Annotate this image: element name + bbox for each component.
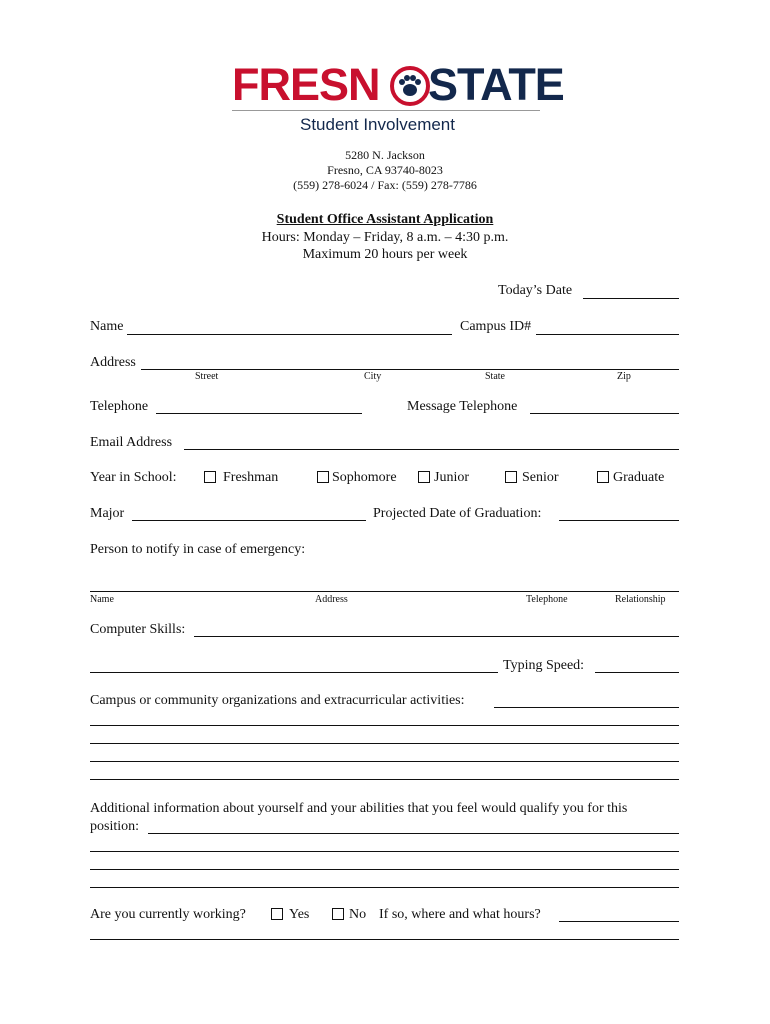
emergency-telephone-caption: Telephone	[526, 594, 568, 605]
organizations-label: Campus or community organizations and extracurricular activities:	[90, 693, 465, 708]
senior-label: Senior	[522, 470, 559, 485]
computer-skills-field[interactable]	[194, 636, 679, 637]
computer-skills-label: Computer Skills:	[90, 622, 186, 637]
address-city-caption: City	[364, 371, 382, 382]
name-field[interactable]	[127, 334, 452, 335]
message-telephone-field[interactable]	[530, 413, 679, 414]
additional-info-line-2[interactable]	[90, 851, 679, 852]
campus-id-label: Campus ID#	[460, 319, 532, 334]
telephone-label: Telephone	[90, 399, 149, 414]
emergency-label: Person to notify in case of emergency:	[90, 542, 306, 557]
sophomore-label: Sophomore	[332, 470, 397, 485]
working-label: Are you currently working?	[90, 907, 246, 922]
major-label: Major	[90, 506, 125, 521]
organizations-line-3[interactable]	[90, 743, 679, 744]
organizations-line-5[interactable]	[90, 779, 679, 780]
address-street-caption: Street	[195, 371, 219, 382]
max-hours-line: Maximum 20 hours per week	[302, 247, 468, 262]
logo-text-right: STATE	[428, 59, 564, 110]
address-zip-caption: Zip	[617, 371, 631, 382]
typing-speed-field[interactable]	[595, 672, 679, 673]
graduate-label: Graduate	[613, 470, 665, 485]
organizations-field[interactable]	[494, 707, 679, 708]
sophomore-checkbox[interactable]	[317, 471, 329, 483]
senior-checkbox[interactable]	[505, 471, 517, 483]
form-title: Student Office Assistant Application	[276, 212, 494, 227]
additional-info-label: Additional information about yourself and your abilities that you feel would qualify you for this	[90, 801, 628, 816]
emergency-relationship-caption: Relationship	[615, 594, 666, 605]
campus-id-field[interactable]	[536, 334, 679, 335]
organizations-line-4[interactable]	[90, 761, 679, 762]
computer-skills-field-2[interactable]	[90, 672, 498, 673]
name-label: Name	[90, 319, 124, 334]
organizations-line-2[interactable]	[90, 725, 679, 726]
year-label: Year in School:	[90, 470, 177, 485]
fresno-state-logo	[232, 59, 564, 112]
major-field[interactable]	[132, 520, 366, 521]
bulldog-paw-icon	[390, 66, 430, 106]
additional-info-line-3[interactable]	[90, 869, 679, 870]
todays-date-label: Today’s Date	[498, 283, 573, 298]
address-line-1: 5280 N. Jackson	[345, 148, 425, 162]
additional-info-line-4[interactable]	[90, 887, 679, 888]
logo-text-left: FRESN	[232, 59, 380, 110]
working-where-field[interactable]	[559, 921, 679, 922]
working-no-checkbox[interactable]	[332, 908, 344, 920]
address-line-2: Fresno, CA 93740-8023	[327, 163, 443, 177]
email-field[interactable]	[184, 449, 679, 450]
freshman-checkbox[interactable]	[204, 471, 216, 483]
logo-subtitle: Student Involvement	[300, 115, 455, 134]
graduation-date-field[interactable]	[559, 520, 679, 521]
telephone-field[interactable]	[156, 413, 362, 414]
address-state-caption: State	[485, 371, 505, 382]
junior-label: Junior	[434, 470, 469, 485]
additional-info-field[interactable]	[148, 833, 679, 834]
emergency-field[interactable]	[90, 591, 679, 592]
phone-fax-line: (559) 278-6024 / Fax: (559) 278-7786	[293, 178, 477, 192]
graduate-checkbox[interactable]	[597, 471, 609, 483]
hours-line: Hours: Monday – Friday, 8 a.m. – 4:30 p.m.	[261, 230, 509, 245]
working-where-label: If so, where and what hours?	[379, 907, 541, 922]
typing-speed-label: Typing Speed:	[503, 658, 585, 673]
working-yes-checkbox[interactable]	[271, 908, 283, 920]
address-field[interactable]	[141, 369, 679, 370]
emergency-address-caption: Address	[315, 594, 348, 605]
todays-date-field[interactable]	[583, 298, 679, 299]
message-telephone-label: Message Telephone	[407, 399, 518, 414]
freshman-label: Freshman	[223, 470, 279, 485]
emergency-name-caption: Name	[90, 594, 114, 605]
working-where-line-2[interactable]	[90, 939, 679, 940]
address-label: Address	[90, 355, 136, 370]
working-yes-label: Yes	[289, 907, 310, 922]
email-label: Email Address	[90, 435, 173, 450]
working-no-label: No	[349, 907, 367, 922]
additional-info-label-2: position:	[90, 819, 140, 834]
graduation-date-label: Projected Date of Graduation:	[373, 506, 542, 521]
logo-divider	[232, 110, 540, 111]
junior-checkbox[interactable]	[418, 471, 430, 483]
